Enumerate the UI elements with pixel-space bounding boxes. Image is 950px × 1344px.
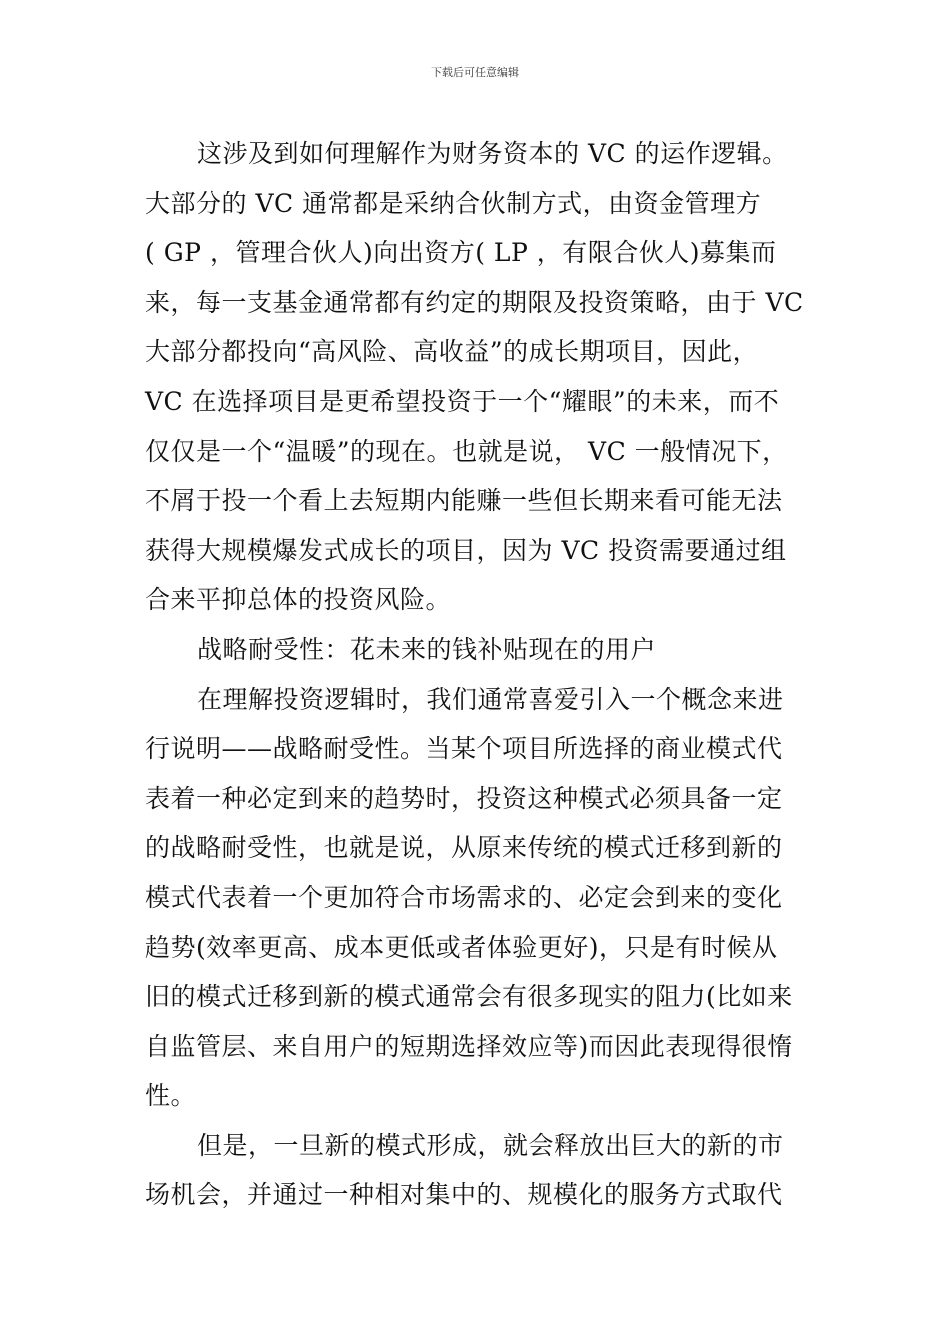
text-line: 战略耐受性：花未来的钱补贴现在的用户: [197, 634, 657, 664]
text-line: 的战略耐受性，也就是说，从原来传统的模式迁移到新的: [145, 833, 783, 863]
text-line: VC 在选择项目是更希望投资于一个“耀眼”的未来，而不: [145, 386, 780, 416]
text-line: 合来平抑总体的投资风险。: [145, 585, 452, 615]
text-line: 行说明——战略耐受性。当某个项目所选择的商业模式代: [145, 734, 783, 764]
document-body: [145, 129, 815, 1220]
text-line: 自监管层、来自用户的短期选择效应等)而因此表现得很惰: [145, 1031, 793, 1061]
text-line: 仅仅是一个“温暖”的现在。也就是说， VC 一般情况下，: [145, 436, 788, 466]
text-line: 大部分的 VC 通常都是采纳合伙制方式，由资金管理方: [145, 188, 762, 218]
text-line: 大部分都投向“高风险、高收益”的成长期项目，因此，: [145, 337, 759, 367]
text-line: 表着一种必定到来的趋势时，投资这种模式必须具备一定: [145, 783, 783, 813]
text-line: 来，每一支基金通常都有约定的期限及投资策略，由于 VC: [145, 287, 804, 317]
text-line: 但是，一旦新的模式形成，就会释放出巨大的新的市: [197, 1130, 784, 1160]
text-line: 场机会，并通过一种相对集中的、规模化的服务方式取代: [145, 1180, 783, 1210]
page-header: 下载后可任意编辑: [431, 66, 519, 79]
text-line: 旧的模式迁移到新的模式通常会有很多现实的阻力(比如来: [145, 982, 793, 1012]
text-line: 在理解投资逻辑时，我们通常喜爱引入一个概念来进: [197, 684, 784, 714]
text-line: 不屑于投一个看上去短期内能赚一些但长期来看可能无法: [145, 486, 783, 516]
text-line: 模式代表着一个更加符合市场需求的、必定会到来的变化: [145, 882, 783, 912]
text-line: 趋势(效率更高、成本更低或者体验更好)，只是有时候从: [145, 932, 778, 962]
text-line: 这涉及到如何理解作为财务资本的 VC 的运作逻辑。: [197, 139, 788, 168]
text-line: 获得大规模爆发式成长的项目，因为 VC 投资需要通过组: [145, 535, 787, 565]
text-line: 性。: [145, 1081, 197, 1111]
text-line: ( GP ，管理合伙人)向出资方( LP ，有限合伙人)募集而: [145, 238, 777, 268]
